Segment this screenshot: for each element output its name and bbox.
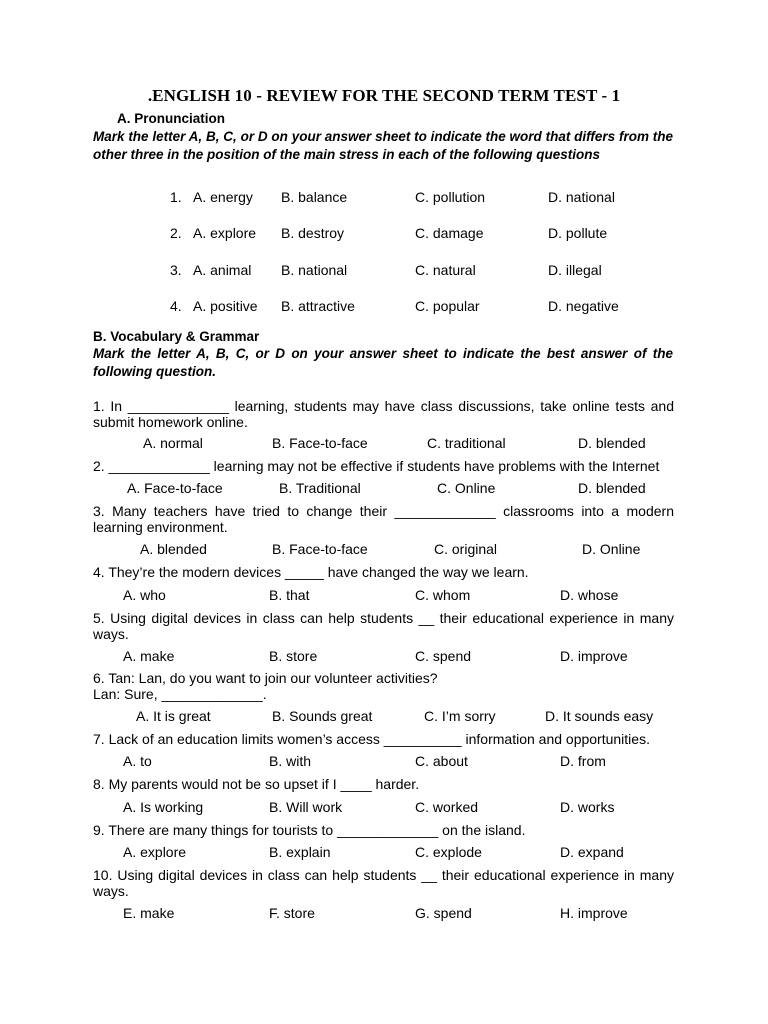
answer-options	[0, 435, 768, 453]
option-c: C. damage	[415, 225, 484, 241]
option-a: A. explore	[193, 225, 257, 241]
option-b: B. with	[269, 753, 312, 769]
pronunciation-item	[170, 298, 730, 316]
option-a: A. explore	[123, 844, 187, 860]
option-d: D. blended	[578, 435, 646, 451]
question-text: 10. Using digital devices in class can help students __ their educational experience in many ways.	[93, 867, 674, 899]
answer-options	[0, 905, 768, 923]
option-a: A. It is great	[136, 708, 211, 724]
item-number: 3.	[170, 262, 182, 278]
option-a: A. blended	[140, 541, 207, 557]
option-b: F. store	[269, 905, 315, 921]
option-c: C. worked	[415, 799, 479, 815]
question-text: 3. Many teachers have tried to change their _____________ classrooms into a modern learning environment.	[93, 503, 674, 535]
option-b: B. Face-to-face	[272, 435, 368, 451]
option-d: D. illegal	[548, 262, 602, 278]
option-b: B. national	[281, 262, 348, 278]
pronunciation-item	[170, 262, 730, 280]
option-c: C. popular	[415, 298, 480, 314]
option-a: A. to	[123, 753, 152, 769]
option-c: G. spend	[415, 905, 472, 921]
pronunciation-item	[170, 189, 730, 207]
answer-options	[0, 708, 768, 726]
option-a: A. energy	[193, 189, 253, 205]
option-d: D. national	[548, 189, 615, 205]
option-b: B. balance	[281, 189, 348, 205]
option-b: B. Traditional	[279, 480, 361, 496]
option-b: B. explain	[269, 844, 331, 860]
option-d: D. expand	[560, 844, 624, 860]
option-c: C. Online	[437, 480, 496, 496]
question-text: 8. My parents would not be so upset if I ____ harder.	[93, 776, 420, 792]
option-a: A. animal	[193, 262, 252, 278]
section-a-heading: A. Pronunciation	[117, 111, 225, 126]
answer-options	[0, 799, 768, 817]
option-d: D. from	[560, 753, 606, 769]
option-a: A. positive	[193, 298, 258, 314]
section-a-instruction: Mark the letter A, B, C, or D on your answer sheet to indicate the word that differs from the other three in the position of the main stress in each of the following questions	[93, 129, 673, 162]
question-text: 6. Tan: Lan, do you want to join our volunteer activities?	[93, 670, 438, 686]
option-d: D. negative	[548, 298, 619, 314]
question-text: 2. _____________ learning may not be effective if students have problems with the Internet	[93, 458, 660, 474]
option-d: D. blended	[578, 480, 646, 496]
answer-options	[0, 648, 768, 666]
option-a: A. who	[123, 587, 166, 603]
option-a: A. normal	[143, 435, 203, 451]
answer-options	[0, 587, 768, 605]
option-c: C. I’m sorry	[424, 708, 496, 724]
pronunciation-item	[170, 225, 730, 243]
question-text: 5. Using digital devices in class can help students __ their educational experience in many ways.	[93, 610, 674, 642]
section-b-instruction: Mark the letter A, B, C, or D on your answer sheet to indicate the best answer of the following question.	[93, 346, 673, 379]
question-text-line2: Lan: Sure, _____________.	[93, 686, 267, 702]
option-c: C. whom	[415, 587, 471, 603]
option-b: B. store	[269, 648, 318, 664]
answer-options	[0, 844, 768, 862]
option-c: C. explode	[415, 844, 482, 860]
option-a: E. make	[123, 905, 175, 921]
item-number: 2.	[170, 225, 182, 241]
option-c: C. spend	[415, 648, 472, 664]
page-title: .ENGLISH 10 - REVIEW FOR THE SECOND TERM TEST - 1	[147, 86, 621, 105]
section-b-heading: B. Vocabulary & Grammar	[93, 329, 260, 344]
item-number: 1.	[170, 189, 182, 205]
option-c: C. pollution	[415, 189, 486, 205]
question-text: 9. There are many things for tourists to _____________ on the island.	[93, 822, 526, 838]
option-d: H. improve	[560, 905, 628, 921]
option-d: D. pollute	[548, 225, 608, 241]
item-number: 4.	[170, 298, 182, 314]
option-b: B. Sounds great	[272, 708, 373, 724]
option-b: B. destroy	[281, 225, 345, 241]
option-b: B. attractive	[281, 298, 355, 314]
question-text: 4. They’re the modern devices _____ have changed the way we learn.	[93, 564, 529, 580]
option-d: D. whose	[560, 587, 619, 603]
option-a: A. Is working	[123, 799, 204, 815]
answer-options	[0, 541, 768, 559]
option-a: A. make	[123, 648, 175, 664]
option-d: D. works	[560, 799, 615, 815]
answer-options	[0, 753, 768, 771]
option-c: C. original	[434, 541, 498, 557]
option-c: C. natural	[415, 262, 476, 278]
option-c: C. about	[415, 753, 468, 769]
option-b: B. Will work	[269, 799, 343, 815]
option-b: B. Face-to-face	[272, 541, 368, 557]
option-a: A. Face-to-face	[127, 480, 223, 496]
option-b: B. that	[269, 587, 310, 603]
option-d: D. improve	[560, 648, 628, 664]
option-d: D. It sounds easy	[545, 708, 654, 724]
option-d: D. Online	[582, 541, 641, 557]
question-text: 7. Lack of an education limits women’s access __________ information and opportunities.	[93, 731, 650, 747]
question-text: 1. In _____________ learning, students may have class discussions, take online tests and submit homework online.	[93, 398, 674, 430]
answer-options	[0, 480, 768, 498]
option-c: C. traditional	[427, 435, 506, 451]
